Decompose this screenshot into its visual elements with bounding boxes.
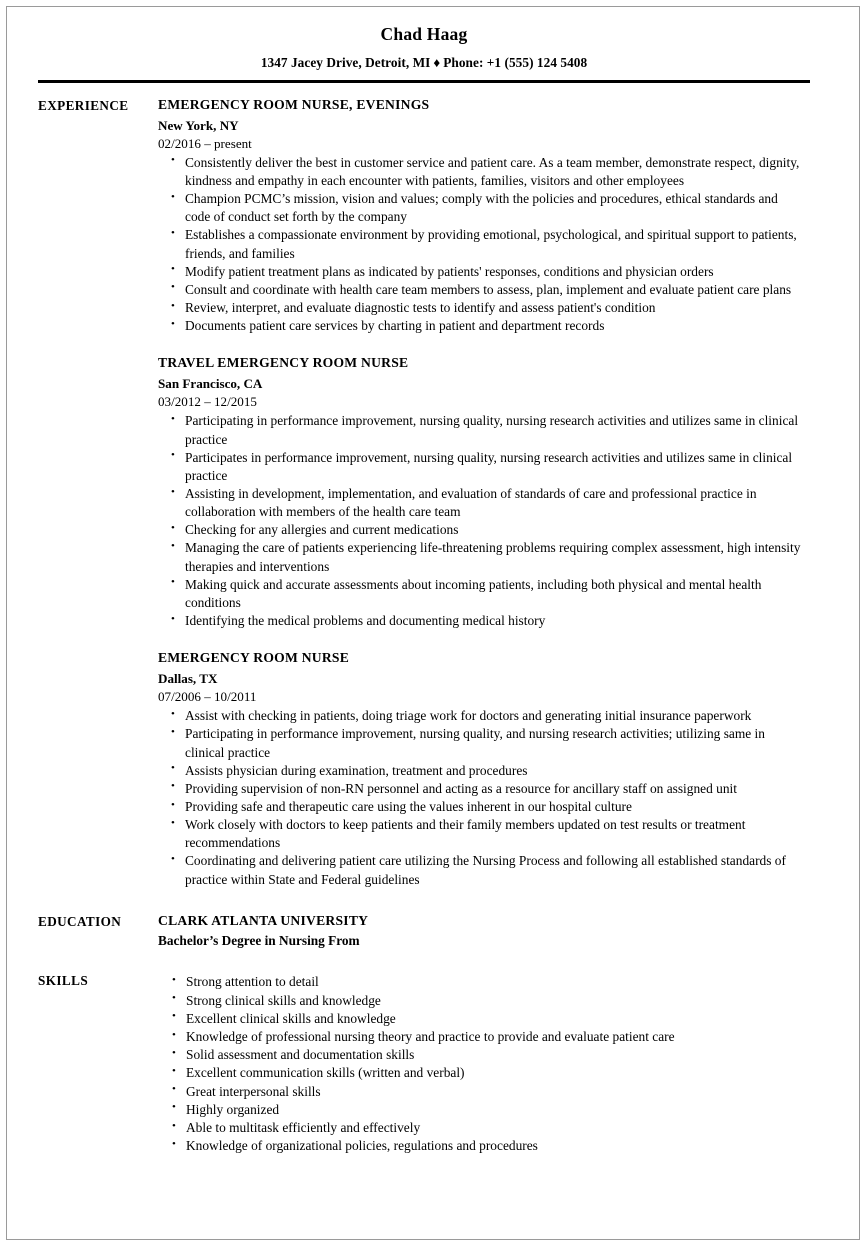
- job-location: New York, NY: [158, 117, 239, 133]
- job-responsibilities: [158, 412, 810, 630]
- education-school: CLARK ATLANTA UNIVERSITY: [158, 912, 369, 928]
- resume-header: [38, 22, 810, 83]
- list-item: • Able to multitask efficiently and effectively: [158, 1119, 810, 1137]
- list-item: • Participates in performance improvement, nursing quality, nursing research activities and utilizes same in clinical practice: [158, 449, 810, 485]
- list-item: • Assist with checking in patients, doing triage work for doctors and generating initial insurance paperwork: [158, 707, 810, 725]
- job-title: EMERGENCY ROOM NURSE, EVENINGS: [158, 96, 430, 112]
- job-dates: 02/2016 – present: [158, 135, 252, 151]
- list-item: • Champion PCMC’s mission, vision and values; comply with the policies and procedures, ethical standards and code of conduct set forth by the company: [158, 190, 810, 226]
- list-item: • Providing supervision of non-RN personnel and acting as a resource for ancillary staff on assigned unit: [158, 780, 810, 798]
- education-degree: Bachelor’s Degree in Nursing From: [158, 933, 360, 949]
- education-section: [38, 889, 810, 951]
- job-entry: [158, 96, 810, 336]
- experience-section: [38, 83, 810, 889]
- list-item: • Managing the care of patients experiencing life-threatening problems requiring complex assessment, high intensity therapies and interventions: [158, 539, 810, 575]
- list-item: • Strong attention to detail: [158, 973, 810, 991]
- list-item: • Excellent clinical skills and knowledge: [158, 1010, 810, 1028]
- list-item: • Checking for any allergies and current medications: [158, 521, 810, 539]
- list-item: • Identifying the medical problems and documenting medical history: [158, 612, 810, 630]
- list-item: • Knowledge of professional nursing theory and practice to provide and evaluate patient care: [158, 1028, 810, 1046]
- list-item: • Excellent communication skills (written and verbal): [158, 1064, 810, 1082]
- job-title: TRAVEL EMERGENCY ROOM NURSE: [158, 355, 409, 371]
- list-item: • Participating in performance improvement, nursing quality, and nursing research activities; utilizing same in clinical practice: [158, 725, 810, 761]
- job-title: EMERGENCY ROOM NURSE: [158, 650, 350, 666]
- section-label-education: EDUCATION: [38, 913, 122, 929]
- list-item: • Consult and coordinate with health care team members to assess, plan, implement and evaluate patient care plans: [158, 281, 810, 299]
- contact-phone: Phone: +1 (555) 124 5408: [443, 54, 588, 70]
- list-item: • Establishes a compassionate environment by providing emotional, psychological, and spiritual support to patients, friends, and families: [158, 226, 810, 262]
- contact-line: [38, 46, 810, 71]
- contact-address: 1347 Jacey Drive, Detroit, MI: [260, 54, 431, 70]
- job-dates: 07/2006 – 10/2011: [158, 689, 257, 705]
- job-dates: 03/2012 – 12/2015: [158, 394, 257, 410]
- section-label-skills: SKILLS: [38, 973, 89, 989]
- skills-section: [38, 950, 810, 1155]
- list-item: • Assisting in development, implementation, and evaluation of standards of care and professional practice in collaboration with members of the health care team: [158, 485, 810, 521]
- list-item: • Documents patient care services by charting in patient and department records: [158, 317, 810, 335]
- list-item: • Providing safe and therapeutic care using the values inherent in our hospital culture: [158, 798, 810, 816]
- list-item: • Great interpersonal skills: [158, 1083, 810, 1101]
- list-item: • Participating in performance improvement, nursing quality, nursing research activities and utilizes same in clinical practice: [158, 412, 810, 448]
- experience-body: [158, 96, 810, 889]
- job-responsibilities: [158, 707, 810, 889]
- job-responsibilities: [158, 154, 810, 336]
- section-label-experience: EXPERIENCE: [38, 97, 129, 113]
- list-item: • Coordinating and delivering patient care utilizing the Nursing Process and following all established standards of practice within State and Federal guidelines: [158, 852, 810, 888]
- list-item: • Review, interpret, and evaluate diagnostic tests to identify and assess patient's condition: [158, 299, 810, 317]
- job-location: San Francisco, CA: [158, 376, 263, 392]
- list-item: • Consistently deliver the best in customer service and patient care. As a team member, demonstrate respect, dignity, kindness and empathy in each encounter with patients, families, visitors and other employees: [158, 154, 810, 190]
- list-item: • Modify patient treatment plans as indicated by patients' responses, conditions and physician orders: [158, 263, 810, 281]
- education-body: [158, 912, 810, 951]
- list-item: • Strong clinical skills and knowledge: [158, 992, 810, 1010]
- job-entry: [158, 630, 810, 889]
- diamond-separator-icon: ♦: [433, 54, 441, 70]
- education-entry: [158, 912, 810, 951]
- skills-body: [158, 971, 810, 1155]
- list-item: • Solid assessment and documentation skills: [158, 1046, 810, 1064]
- list-item: • Work closely with doctors to keep patients and their family members updated on test results or treatment recommendations: [158, 816, 810, 852]
- job-location: Dallas, TX: [158, 670, 218, 686]
- list-item: • Highly organized: [158, 1101, 810, 1119]
- list-item: • Making quick and accurate assessments about incoming patients, including both physical and mental health conditions: [158, 576, 810, 612]
- candidate-name: Chad Haag: [380, 24, 468, 44]
- list-item: • Knowledge of organizational policies, regulations and procedures: [158, 1137, 810, 1155]
- job-entry: [158, 335, 810, 630]
- list-item: • Assists physician during examination, treatment and procedures: [158, 762, 810, 780]
- skills-list: [158, 973, 810, 1155]
